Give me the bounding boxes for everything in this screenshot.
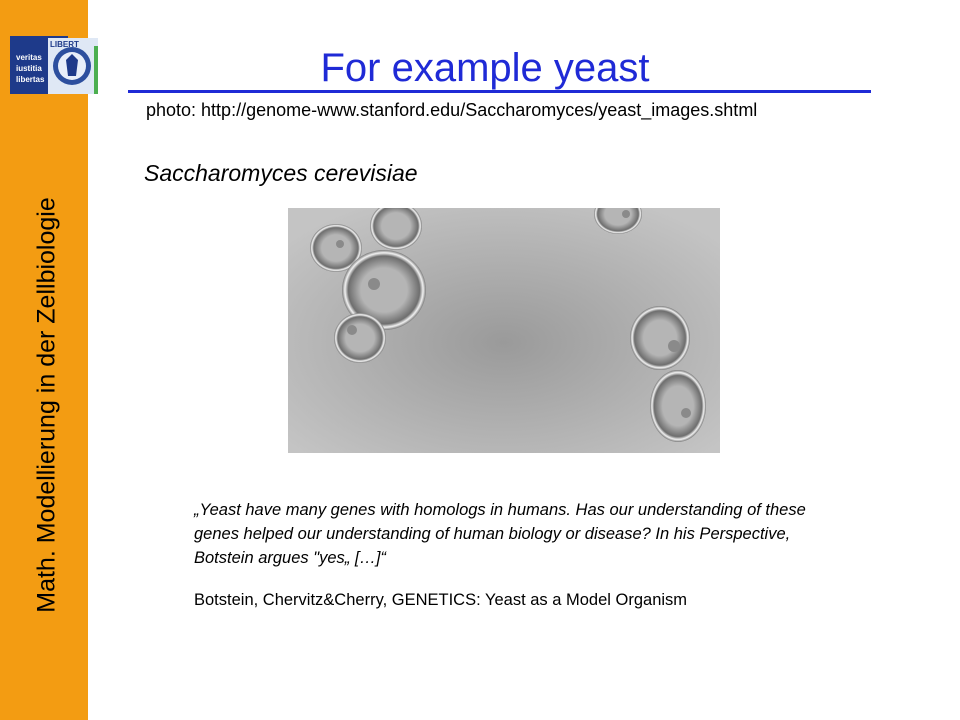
svg-text:LIBERT: LIBERT — [50, 40, 79, 49]
title-underline — [128, 90, 871, 93]
sidebar — [0, 0, 88, 720]
university-seal-icon — [10, 36, 98, 94]
yeast-micrograph — [288, 208, 720, 453]
slide-title: For example yeast — [320, 46, 650, 90]
vertical-course-title: Math. Modellierung in der Zellbiologie — [32, 197, 61, 613]
quote-text: „Yeast have many genes with homologs in humans. Has our understanding of these genes helped our understanding of human biology or disease? In his Perspective, Botstein argues "yes„ […]“ — [194, 501, 806, 567]
svg-text:veritas: veritas — [16, 53, 42, 62]
citation: Botstein, Chervitz&Cherry, GENETICS: Yeast as a Model Organism — [194, 591, 688, 609]
photo-credit: photo: http://genome-www.stanford.edu/Saccharomyces/yeast_images.shtml — [146, 100, 758, 120]
svg-text:iustitia: iustitia — [16, 64, 42, 73]
svg-text:libertas: libertas — [16, 75, 45, 84]
species-name: Saccharomyces cerevisiae — [144, 160, 418, 186]
